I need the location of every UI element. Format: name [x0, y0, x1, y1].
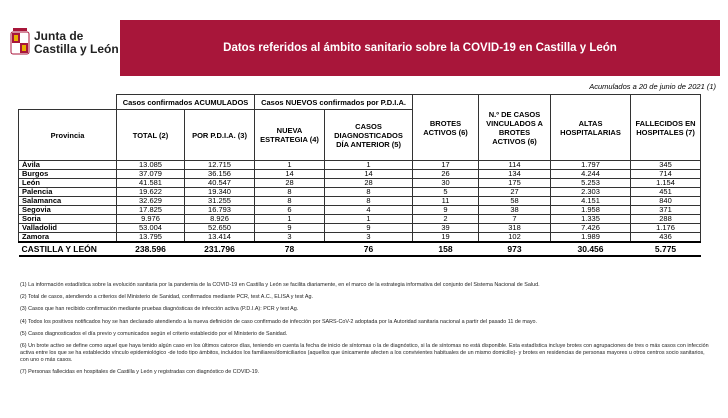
- cell-pdia: 19.340: [185, 188, 255, 197]
- cell-provincia: Burgos: [19, 170, 117, 179]
- cell-total: 19.622: [117, 188, 185, 197]
- cell-pdia: 13.414: [185, 233, 255, 243]
- cell-nueva: 28: [255, 179, 325, 188]
- cell-nueva: 8: [255, 197, 325, 206]
- cell-nueva: 6: [255, 206, 325, 215]
- junta-logo: [10, 26, 119, 66]
- footnote: (1) La información estadística sobre la evolución sanitaria por la pandemia de la COVID-19 en Castilla y León se facilita diariamente, en el marco de la estrategia informativa del conjunto del Sistema Nacional de Salud.: [20, 282, 540, 288]
- cell-altas: 1.989: [551, 233, 631, 243]
- logo-line-1: Junta de: [34, 29, 84, 43]
- cell-brotes: 5: [413, 188, 479, 197]
- cell-brotes: 19: [413, 233, 479, 243]
- cell-vinculados: 114: [479, 161, 551, 170]
- cell-pdia: 8.926: [185, 215, 255, 224]
- cell-altas: 2.303: [551, 188, 631, 197]
- cell-diag: 4: [325, 206, 413, 215]
- cell-diag: 14: [325, 170, 413, 179]
- header-group-nuevos: Casos NUEVOS confirmados por P.D.I.A.: [255, 95, 413, 110]
- cell-brotes: 26: [413, 170, 479, 179]
- cell-total: 37.079: [117, 170, 185, 179]
- cell-total: 53.004: [117, 224, 185, 233]
- cell-brotes: 39: [413, 224, 479, 233]
- cell-nueva: 78: [255, 242, 325, 256]
- cell-vinculados: 38: [479, 206, 551, 215]
- header-nueva: NUEVA ESTRATEGIA (4): [255, 110, 325, 161]
- cell-fallecidos: 288: [631, 215, 701, 224]
- header-diag: CASOS DIAGNOSTICADOS DÍA ANTERIOR (5): [325, 110, 413, 161]
- banner-title: Datos referidos al ámbito sanitario sobre la COVID-19 en Castilla y León: [223, 42, 617, 54]
- cell-total: 238.596: [117, 242, 185, 256]
- cell-fallecidos: 5.775: [631, 242, 701, 256]
- cell-pdia: 36.156: [185, 170, 255, 179]
- footnote: (3) Casos que han recibido confirmación mediante pruebas diagnósticas de infección activa (P.D.I.A): PCR y test Ag.: [20, 306, 299, 313]
- cell-pdia: 40.547: [185, 179, 255, 188]
- cell-altas: 1.797: [551, 161, 631, 170]
- title-banner: [120, 20, 720, 76]
- cell-altas: 1.335: [551, 215, 631, 224]
- cell-diag: 8: [325, 197, 413, 206]
- cell-nueva: 9: [255, 224, 325, 233]
- cell-pdia: 16.793: [185, 206, 255, 215]
- cell-total: 17.825: [117, 206, 185, 215]
- cell-fallecidos: 714: [631, 170, 701, 179]
- footnote: (6) Un brote activo se define como aquel que haya tenido algún caso en los últimos catorce días, teniendo en cuenta la fecha de inicio de síntomas o la de diagnóstico, si la de síntomas no está disponible. Esta estadística incluye brotes con agrupaciones de tres o más casos con infección activa entre los que se ha establecido vínculo epidemiológico -de todo tipo ámbitos, incluidos los familiares/domiciliarios (aquellos que únicamente afecten a los convivientes habituales de un mismo domicilio)- y brotes en residencias de personas mayores u otros centros socio sanitarios, con uno o más casos.: [20, 342, 709, 363]
- cell-diag: 1: [325, 215, 413, 224]
- cell-brotes: 30: [413, 179, 479, 188]
- cell-total: 32.629: [117, 197, 185, 206]
- cell-provincia: León: [19, 179, 117, 188]
- cell-total: 13.795: [117, 233, 185, 243]
- cell-brotes: 11: [413, 197, 479, 206]
- header-provincia: Provincia: [19, 110, 117, 161]
- cell-vinculados: 102: [479, 233, 551, 243]
- cell-diag: 3: [325, 233, 413, 243]
- footnotes: [20, 282, 710, 381]
- header-vinculados: N.º DE CASOS VINCULADOS A BROTES ACTIVOS (6): [479, 95, 551, 161]
- cell-nueva: 8: [255, 188, 325, 197]
- covid-data-table: [18, 94, 701, 257]
- cell-altas: 30.456: [551, 242, 631, 256]
- header-brotes: BROTES ACTIVOS (6): [413, 95, 479, 161]
- cell-altas: 4.151: [551, 197, 631, 206]
- cell-brotes: 9: [413, 206, 479, 215]
- cell-provincia: Zamora: [19, 233, 117, 243]
- cell-altas: 1.958: [551, 206, 631, 215]
- total-row: [19, 242, 701, 256]
- cell-pdia: 52.650: [185, 224, 255, 233]
- cell-provincia: Salamanca: [19, 197, 117, 206]
- cell-diag: 1: [325, 161, 413, 170]
- cell-provincia: Ávila: [19, 161, 117, 170]
- cell-vinculados: 318: [479, 224, 551, 233]
- cell-pdia: 231.796: [185, 242, 255, 256]
- header-group-acumulados: Casos confirmados ACUMULADOS: [117, 95, 255, 110]
- date-note: Acumulados a 20 de junio de 2021 (1): [589, 82, 716, 91]
- table-row: [19, 233, 701, 243]
- cell-diag: 76: [325, 242, 413, 256]
- cell-brotes: 158: [413, 242, 479, 256]
- cell-fallecidos: 436: [631, 233, 701, 243]
- cell-diag: 28: [325, 179, 413, 188]
- cell-fallecidos: 451: [631, 188, 701, 197]
- cell-diag: 8: [325, 188, 413, 197]
- cell-fallecidos: 840: [631, 197, 701, 206]
- cell-nueva: 1: [255, 161, 325, 170]
- cell-diag: 9: [325, 224, 413, 233]
- header-pdia: POR P.D.I.A. (3): [185, 110, 255, 161]
- cell-total: 41.581: [117, 179, 185, 188]
- cell-pdia: 12.715: [185, 161, 255, 170]
- cell-fallecidos: 345: [631, 161, 701, 170]
- cell-fallecidos: 371: [631, 206, 701, 215]
- cell-pdia: 31.255: [185, 197, 255, 206]
- cell-provincia: Segovia: [19, 206, 117, 215]
- cell-total: 9.976: [117, 215, 185, 224]
- cell-nueva: 14: [255, 170, 325, 179]
- cell-provincia: Valladolid: [19, 224, 117, 233]
- cell-nueva: 1: [255, 215, 325, 224]
- cell-vinculados: 134: [479, 170, 551, 179]
- header-total: TOTAL (2): [117, 110, 185, 161]
- cell-vinculados: 175: [479, 179, 551, 188]
- cell-brotes: 2: [413, 215, 479, 224]
- cell-vinculados: 27: [479, 188, 551, 197]
- footnote: (2) Total de casos, atendiendo a criterios del Ministerio de Sanidad, confirmados mediante PCR, test A.C., ELISA y test Ag.: [20, 294, 313, 301]
- footnote: (5) Casos diagnosticados el día previo y comunicados según el criterio establecido por el Ministerio de Sanidad.: [20, 330, 288, 337]
- coat-of-arms-icon: [10, 28, 30, 58]
- cell-brotes: 17: [413, 161, 479, 170]
- cell-altas: 5.253: [551, 179, 631, 188]
- cell-provincia: Palencia: [19, 188, 117, 197]
- header-fallecidos: FALLECIDOS EN HOSPITALES (7): [631, 95, 701, 161]
- cell-fallecidos: 1.176: [631, 224, 701, 233]
- cell-provincia: Soria: [19, 215, 117, 224]
- cell-vinculados: 7: [479, 215, 551, 224]
- header-blank: [19, 95, 117, 110]
- footnote: (7) Personas fallecidas en hospitales de Castilla y León y registradas con diagnóstico de COVID-19.: [20, 369, 260, 376]
- cell-altas: 7.426: [551, 224, 631, 233]
- cell-total: 13.085: [117, 161, 185, 170]
- cell-vinculados: 973: [479, 242, 551, 256]
- header-altas: ALTAS HOSPITALARIAS: [551, 95, 631, 161]
- logo-line-2: Castilla y León: [34, 42, 119, 56]
- cell-provincia: CASTILLA Y LEÓN: [19, 242, 117, 256]
- cell-nueva: 3: [255, 233, 325, 243]
- cell-altas: 4.244: [551, 170, 631, 179]
- footnote: (4) Todos los positivos notificados hoy se han declarado atendiendo a la nueva definición de caso confirmado de infección por SARS-CoV-2 adoptada por la Autoridad sanitaria nacional a partir del pasado 11 de mayo.: [20, 318, 538, 325]
- cell-vinculados: 58: [479, 197, 551, 206]
- cell-fallecidos: 1.154: [631, 179, 701, 188]
